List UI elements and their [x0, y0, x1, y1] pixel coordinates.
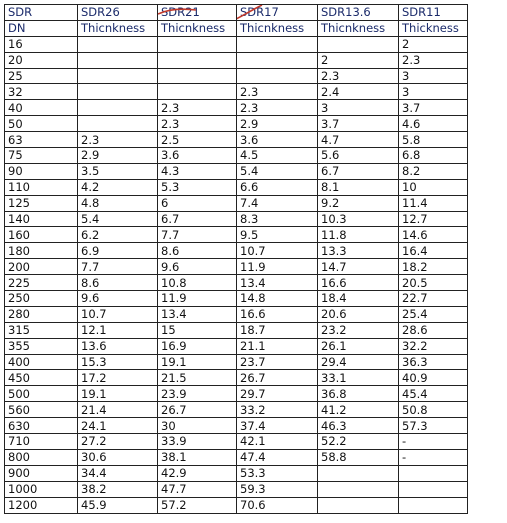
cell-sdr17: 70.6	[237, 497, 318, 513]
cell-sdr26: 21.4	[78, 402, 158, 418]
cell-dn: 280	[5, 306, 78, 322]
table-row	[5, 322, 468, 338]
cell-sdr11: 40.9	[399, 370, 468, 386]
cell-sdr17: 26.7	[237, 370, 318, 386]
cell-sdr11: 3	[399, 84, 468, 100]
cell-sdr26: 30.6	[78, 449, 158, 465]
cell-sdr11: 28.6	[399, 322, 468, 338]
cell-sdr13-6: 2	[318, 52, 399, 68]
table-row	[5, 195, 468, 211]
cell-dn: 500	[5, 386, 78, 402]
cell-sdr21: 16.9	[158, 338, 237, 354]
cell-sdr11: -	[399, 434, 468, 450]
cell-sdr26	[78, 84, 158, 100]
cell-sdr13-6: 36.8	[318, 386, 399, 402]
cell-sdr11: 3.7	[399, 100, 468, 116]
cell-sdr26: 4.2	[78, 179, 158, 195]
cell-dn: 560	[5, 402, 78, 418]
cell-dn: 315	[5, 322, 78, 338]
table-row	[5, 497, 468, 513]
cell-sdr13-6: 11.8	[318, 227, 399, 243]
cell-dn: 160	[5, 227, 78, 243]
cell-sdr21	[158, 36, 237, 52]
cell-sdr21: 11.9	[158, 291, 237, 307]
cell-sdr17: 2.3	[237, 84, 318, 100]
cell-sdr13-6: 20.6	[318, 306, 399, 322]
cell-sdr21: 2.3	[158, 100, 237, 116]
cell-sdr17: 29.7	[237, 386, 318, 402]
cell-sdr17: 4.5	[237, 148, 318, 164]
table-row	[5, 211, 468, 227]
cell-sdr13-6: 4.7	[318, 132, 399, 148]
table-row	[5, 179, 468, 195]
cell-sdr26	[78, 116, 158, 132]
cell-sdr17: 8.3	[237, 211, 318, 227]
cell-sdr26: 3.5	[78, 163, 158, 179]
cell-sdr13-6: 2.3	[318, 68, 399, 84]
header-thickness-sdr26: Thicnkness	[78, 20, 158, 36]
cell-sdr11: 50.8	[399, 402, 468, 418]
header-sdr-label: SDR	[5, 5, 78, 21]
header-sdr21-text: SDR21	[161, 5, 200, 20]
header-sdr21	[158, 5, 237, 21]
cell-sdr11: 4.6	[399, 116, 468, 132]
cell-sdr13-6: 26.1	[318, 338, 399, 354]
cell-sdr26: 6.2	[78, 227, 158, 243]
cell-dn: 200	[5, 259, 78, 275]
cell-sdr17: 10.7	[237, 243, 318, 259]
cell-sdr11: 5.8	[399, 132, 468, 148]
cell-sdr21: 9.6	[158, 259, 237, 275]
cell-sdr21: 38.1	[158, 449, 237, 465]
table-row	[5, 402, 468, 418]
cell-dn: 250	[5, 291, 78, 307]
cell-sdr17: 18.7	[237, 322, 318, 338]
cell-sdr11: 14.6	[399, 227, 468, 243]
cell-dn: 180	[5, 243, 78, 259]
cell-sdr11: 20.5	[399, 275, 468, 291]
cell-sdr26	[78, 36, 158, 52]
header-sdr26: SDR26	[78, 5, 158, 21]
cell-sdr13-6: 41.2	[318, 402, 399, 418]
cell-sdr21: 42.9	[158, 465, 237, 481]
cell-sdr21: 6	[158, 195, 237, 211]
table-row	[5, 386, 468, 402]
cell-sdr11	[399, 497, 468, 513]
cell-sdr11: 45.4	[399, 386, 468, 402]
cell-sdr11: 6.8	[399, 148, 468, 164]
cell-sdr13-6: 2.4	[318, 84, 399, 100]
cell-sdr21: 30	[158, 418, 237, 434]
cell-sdr13-6: 9.2	[318, 195, 399, 211]
cell-sdr13-6: 3	[318, 100, 399, 116]
cell-sdr17	[237, 68, 318, 84]
table-row	[5, 434, 468, 450]
table-row	[5, 68, 468, 84]
cell-sdr26: 5.4	[78, 211, 158, 227]
cell-sdr17: 11.9	[237, 259, 318, 275]
cell-sdr17: 6.6	[237, 179, 318, 195]
cell-sdr26: 2.9	[78, 148, 158, 164]
cell-dn: 50	[5, 116, 78, 132]
cell-sdr13-6	[318, 36, 399, 52]
cell-sdr11: 18.2	[399, 259, 468, 275]
cell-sdr17: 59.3	[237, 481, 318, 497]
cell-sdr21: 3.6	[158, 148, 237, 164]
cell-sdr13-6: 23.2	[318, 322, 399, 338]
table-row	[5, 338, 468, 354]
cell-sdr17: 37.4	[237, 418, 318, 434]
cell-sdr26: 8.6	[78, 275, 158, 291]
cell-sdr26: 27.2	[78, 434, 158, 450]
cell-dn: 63	[5, 132, 78, 148]
cell-dn: 125	[5, 195, 78, 211]
cell-sdr17: 2.9	[237, 116, 318, 132]
cell-sdr26: 2.3	[78, 132, 158, 148]
cell-sdr13-6: 8.1	[318, 179, 399, 195]
cell-dn: 225	[5, 275, 78, 291]
cell-sdr26	[78, 100, 158, 116]
cell-sdr11: 11.4	[399, 195, 468, 211]
cell-sdr17: 5.4	[237, 163, 318, 179]
cell-sdr26: 38.2	[78, 481, 158, 497]
cell-sdr13-6: 3.7	[318, 116, 399, 132]
cell-sdr21: 21.5	[158, 370, 237, 386]
cell-sdr17: 33.2	[237, 402, 318, 418]
cell-sdr26: 45.9	[78, 497, 158, 513]
table-row	[5, 100, 468, 116]
cell-sdr11: 57.3	[399, 418, 468, 434]
cell-dn: 20	[5, 52, 78, 68]
cell-sdr17: 47.4	[237, 449, 318, 465]
cell-dn: 75	[5, 148, 78, 164]
header-row-dn	[5, 20, 468, 36]
cell-dn: 32	[5, 84, 78, 100]
cell-sdr13-6: 13.3	[318, 243, 399, 259]
cell-sdr21: 2.3	[158, 116, 237, 132]
table-row	[5, 163, 468, 179]
cell-sdr13-6: 52.2	[318, 434, 399, 450]
cell-dn: 710	[5, 434, 78, 450]
header-thickness-sdr11: Thickness	[399, 20, 468, 36]
header-dn-label: DN	[5, 20, 78, 36]
cell-sdr11	[399, 465, 468, 481]
header-thickness-sdr21: Thicnkness	[158, 20, 237, 36]
cell-sdr11: 32.2	[399, 338, 468, 354]
cell-sdr26: 15.3	[78, 354, 158, 370]
cell-sdr17: 16.6	[237, 306, 318, 322]
cell-sdr21: 47.7	[158, 481, 237, 497]
cell-sdr17: 9.5	[237, 227, 318, 243]
table-row	[5, 275, 468, 291]
cell-sdr26: 10.7	[78, 306, 158, 322]
cell-dn: 16	[5, 36, 78, 52]
table-row	[5, 418, 468, 434]
sdr-thickness-table	[4, 4, 468, 514]
table-row	[5, 84, 468, 100]
cell-sdr13-6: 33.1	[318, 370, 399, 386]
cell-dn: 800	[5, 449, 78, 465]
cell-sdr21: 7.7	[158, 227, 237, 243]
table-row	[5, 36, 468, 52]
cell-sdr17	[237, 36, 318, 52]
cell-sdr13-6: 6.7	[318, 163, 399, 179]
cell-sdr26: 4.8	[78, 195, 158, 211]
cell-dn: 140	[5, 211, 78, 227]
cell-sdr21: 8.6	[158, 243, 237, 259]
struck-header-sdr17	[240, 5, 279, 19]
cell-sdr21: 6.7	[158, 211, 237, 227]
cell-sdr17: 13.4	[237, 275, 318, 291]
cell-sdr11: 10	[399, 179, 468, 195]
cell-dn: 355	[5, 338, 78, 354]
cell-sdr21: 19.1	[158, 354, 237, 370]
cell-sdr21: 33.9	[158, 434, 237, 450]
cell-sdr13-6: 58.8	[318, 449, 399, 465]
cell-sdr11: 25.4	[399, 306, 468, 322]
cell-sdr11: 3	[399, 68, 468, 84]
table-row	[5, 449, 468, 465]
table-row	[5, 227, 468, 243]
table-row	[5, 291, 468, 307]
table-row	[5, 370, 468, 386]
cell-sdr11: 2.3	[399, 52, 468, 68]
header-sdr17-text: SDR17	[240, 5, 279, 20]
cell-dn: 110	[5, 179, 78, 195]
table-row	[5, 132, 468, 148]
cell-dn: 900	[5, 465, 78, 481]
cell-sdr21	[158, 84, 237, 100]
cell-sdr21: 2.5	[158, 132, 237, 148]
cell-sdr21: 15	[158, 322, 237, 338]
cell-sdr11: 8.2	[399, 163, 468, 179]
cell-sdr11: 22.7	[399, 291, 468, 307]
table-row	[5, 306, 468, 322]
cell-sdr26: 9.6	[78, 291, 158, 307]
cell-sdr17: 42.1	[237, 434, 318, 450]
cell-sdr26: 24.1	[78, 418, 158, 434]
header-sdr17	[237, 5, 318, 21]
cell-dn: 400	[5, 354, 78, 370]
cell-sdr17	[237, 52, 318, 68]
cell-sdr26	[78, 52, 158, 68]
struck-header-sdr21	[161, 5, 200, 19]
header-thickness-sdr13-6: Thicnkness	[318, 20, 399, 36]
table-row	[5, 259, 468, 275]
table-row	[5, 116, 468, 132]
cell-sdr21: 26.7	[158, 402, 237, 418]
cell-sdr21: 13.4	[158, 306, 237, 322]
cell-sdr11: -	[399, 449, 468, 465]
cell-sdr21: 10.8	[158, 275, 237, 291]
cell-sdr26	[78, 68, 158, 84]
cell-sdr13-6	[318, 497, 399, 513]
cell-sdr13-6: 46.3	[318, 418, 399, 434]
cell-sdr13-6: 29.4	[318, 354, 399, 370]
cell-sdr26: 12.1	[78, 322, 158, 338]
cell-sdr21: 5.3	[158, 179, 237, 195]
cell-sdr21: 57.2	[158, 497, 237, 513]
cell-sdr17: 2.3	[237, 100, 318, 116]
cell-sdr21	[158, 52, 237, 68]
cell-sdr26: 6.9	[78, 243, 158, 259]
cell-dn: 1200	[5, 497, 78, 513]
table-body	[5, 5, 468, 514]
cell-sdr11: 12.7	[399, 211, 468, 227]
cell-sdr21	[158, 68, 237, 84]
cell-dn: 630	[5, 418, 78, 434]
cell-sdr17: 21.1	[237, 338, 318, 354]
cell-sdr13-6	[318, 465, 399, 481]
cell-sdr13-6: 14.7	[318, 259, 399, 275]
cell-sdr17: 23.7	[237, 354, 318, 370]
header-thickness-sdr17: Thicnkness	[237, 20, 318, 36]
cell-sdr26: 7.7	[78, 259, 158, 275]
table-row	[5, 243, 468, 259]
cell-dn: 450	[5, 370, 78, 386]
cell-sdr11	[399, 481, 468, 497]
cell-sdr21: 23.9	[158, 386, 237, 402]
table-row	[5, 148, 468, 164]
header-sdr11: SDR11	[399, 5, 468, 21]
table-row	[5, 465, 468, 481]
table-row	[5, 481, 468, 497]
cell-sdr26: 34.4	[78, 465, 158, 481]
cell-sdr17: 3.6	[237, 132, 318, 148]
cell-sdr26: 17.2	[78, 370, 158, 386]
cell-dn: 25	[5, 68, 78, 84]
cell-sdr26: 13.6	[78, 338, 158, 354]
cell-sdr13-6: 10.3	[318, 211, 399, 227]
cell-dn: 1000	[5, 481, 78, 497]
cell-dn: 90	[5, 163, 78, 179]
cell-sdr13-6: 16.6	[318, 275, 399, 291]
cell-sdr11: 36.3	[399, 354, 468, 370]
cell-sdr21: 4.3	[158, 163, 237, 179]
cell-sdr13-6: 5.6	[318, 148, 399, 164]
cell-sdr17: 7.4	[237, 195, 318, 211]
table-row	[5, 52, 468, 68]
cell-dn: 40	[5, 100, 78, 116]
cell-sdr13-6: 18.4	[318, 291, 399, 307]
cell-sdr26: 19.1	[78, 386, 158, 402]
cell-sdr17: 14.8	[237, 291, 318, 307]
cell-sdr11: 2	[399, 36, 468, 52]
cell-sdr17: 53.3	[237, 465, 318, 481]
header-sdr13-6: SDR13.6	[318, 5, 399, 21]
cell-sdr13-6	[318, 481, 399, 497]
table-row	[5, 354, 468, 370]
cell-sdr11: 16.4	[399, 243, 468, 259]
header-row-sdr	[5, 5, 468, 21]
